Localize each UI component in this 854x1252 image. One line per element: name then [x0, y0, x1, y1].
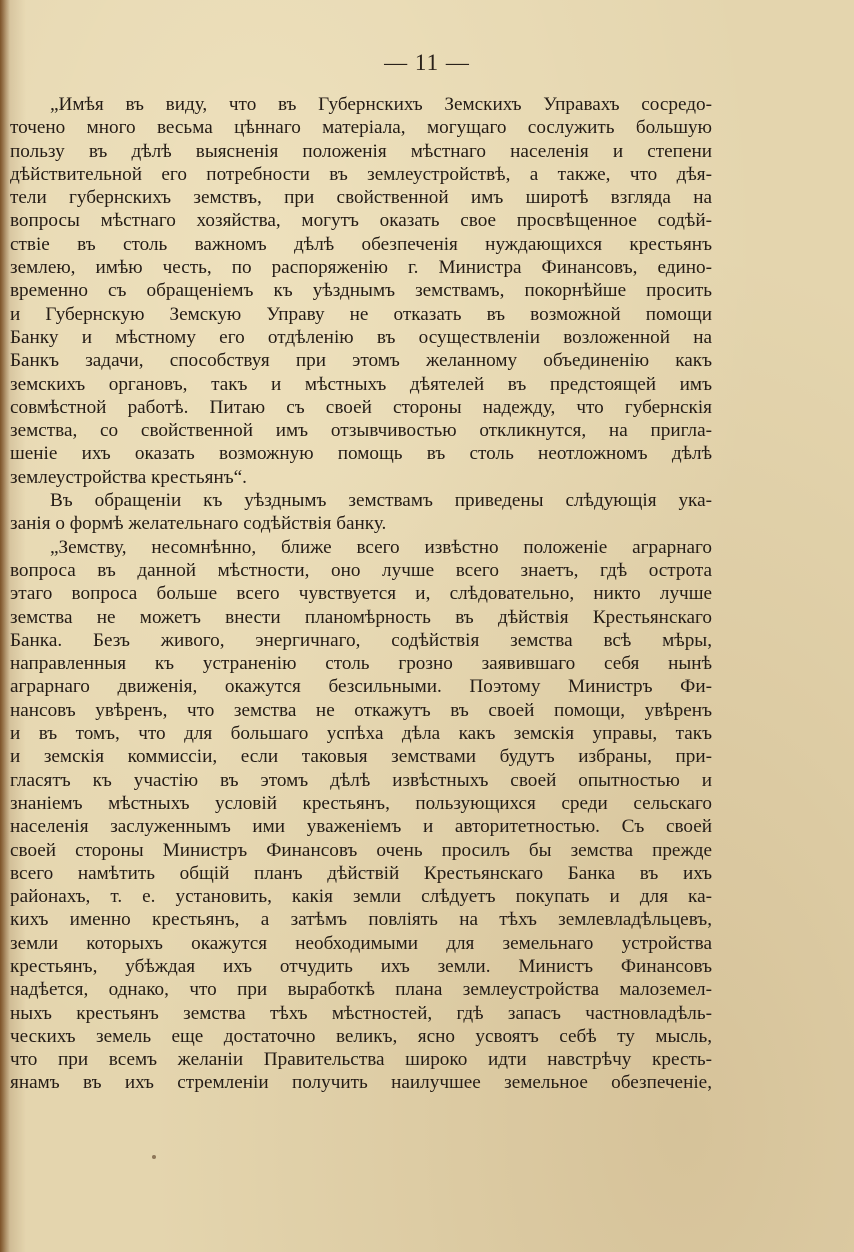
text-line: янамъ въ ихъ стремленіи получить наилучшее земельное обезпеченіе,	[10, 1072, 712, 1094]
text-line: гласятъ къ участію въ этомъ дѣлѣ извѣстныхъ своей опытностью и	[10, 769, 712, 791]
text-line: шеніе ихъ оказать возможную помощь въ столь неотложномъ дѣлѣ	[10, 443, 712, 465]
text-line: занія о формѣ желательнаго содѣйствія банку.	[10, 513, 387, 535]
text-line: совмѣстной работѣ. Питаю съ своей стороны надежду, что губернскія	[10, 396, 712, 418]
text-line: „Имѣя въ виду, что въ Губернскихъ Земскихъ Управахъ сосредо-	[50, 94, 712, 115]
text-line: Банкъ задачи, способствуя при этомъ желанному объединенію какъ	[10, 350, 712, 372]
text-line: ствіе въ столь важномъ дѣлѣ обезпеченія нуждающихся крестьянъ	[10, 233, 712, 255]
text-line: аграрнаго движенія, окажутся безсильными. Поэтому Министръ Фи-	[10, 676, 712, 698]
text-line: ныхъ крестьянъ земства тѣхъ мѣстностей, гдѣ запасъ частновладѣль-	[10, 1002, 712, 1024]
text-line: всего намѣтить общій планъ дѣйствій Крестьянскаго Банка въ ихъ	[10, 862, 712, 884]
text-line: Банка. Безъ живого, энергичнаго, содѣйствія земства всѣ мѣры,	[10, 629, 712, 651]
text-line: крестьянъ, убѣждая ихъ отчудить ихъ земли. Министъ Финансовъ	[10, 955, 712, 977]
text-line: земскихъ органовъ, такъ и мѣстныхъ дѣятелей въ предстоящей имъ	[10, 373, 712, 395]
text-line: нансовъ увѣренъ, что земства не откажутъ въ своей помощи, увѣренъ	[10, 699, 712, 721]
text-line: земства, со свойственной имъ отзывчивостью откликнутся, на пригла-	[10, 420, 712, 442]
text-line: и Губернскую Земскую Управу не отказать въ возможной помощи	[10, 303, 712, 325]
text-line: кихъ именно крестьянъ, а затѣмъ повліять на тѣхъ землевладѣльцевъ,	[10, 909, 712, 931]
text-line: Въ обращеніи къ уѣзднымъ земствамъ приведены слѣдующія ука-	[50, 490, 712, 512]
text-line: тели губернскихъ земствъ, при свойственной имъ широтѣ взгляда на	[10, 187, 712, 209]
text-line: направленныя къ устраненію столь грозно заявившаго себя нынѣ	[10, 653, 712, 675]
text-line: временно съ обращеніемъ къ уѣзднымъ земствамъ, покорнѣйше просить	[10, 280, 712, 302]
text-line: земли которыхъ окажутся необходимыми для земельнаго устройства	[10, 932, 712, 954]
text-line: дѣйствительной его потребности въ землеустройствѣ, а также, что дѣя-	[10, 163, 712, 185]
text-line: и земскія коммиссіи, если таковыя земствами будутъ избраны, при-	[10, 746, 712, 768]
text-line: знаніемъ мѣстныхъ условій крестьянъ, пользующихся среди сельскаго	[10, 792, 712, 814]
text-line: Банку и мѣстному его отдѣленію въ осуществленіи возложенной на	[10, 326, 712, 348]
text-line: надѣется, однако, что при выработкѣ плана землеустройства малоземел-	[10, 979, 712, 1001]
text-line: что при всемъ желаніи Правительства широко идти навстрѣчу кресть-	[10, 1049, 712, 1071]
text-line: землею, имѣю честь, по распоряженію г. Министра Финансовъ, едино-	[10, 257, 712, 279]
text-line: пользу въ дѣлѣ выясненія положенія мѣстнаго населенія и степени	[10, 140, 712, 162]
text-line: своей стороны Министръ Финансовъ очень просилъ бы земства прежде	[10, 839, 712, 861]
page-binding-shadow	[0, 0, 10, 1252]
text-line: вопроса въ данной мѣстности, оно лучше всего знаетъ, гдѣ острота	[10, 559, 712, 581]
text-line: земства не можетъ внести планомѣрность въ дѣйствія Крестьянскаго	[10, 606, 712, 628]
text-line: ческихъ земель еще достаточно великъ, ясно усвоятъ себѣ ту мысль,	[10, 1025, 712, 1047]
text-line: районахъ, т. е. установить, какія земли слѣдуетъ покупать и для ка-	[10, 886, 712, 908]
text-line: вопросы мѣстнаго хозяйства, могутъ оказать свое просвѣщенное содѣй-	[10, 210, 712, 232]
text-line: этаго вопроса больше всего чувствуется и, слѣдовательно, никто лучше	[10, 583, 712, 605]
text-line: населенія заслуженнымъ ими уваженіемъ и авторитетностью. Съ своей	[10, 816, 712, 838]
body-text	[10, 93, 712, 1095]
paper-speck	[152, 1155, 156, 1159]
text-line: точено много весьма цѣннаго матеріала, могущаго сослужить большую	[10, 117, 712, 139]
page-number: — 11 —	[384, 50, 470, 75]
text-line: „Земству, несомнѣнно, ближе всего извѣстно положеніе аграрнаго	[50, 536, 712, 558]
text-line: и въ томъ, что для большаго успѣха дѣла какъ земскія управы, такъ	[10, 723, 712, 745]
text-line: землеустройства крестьянъ“.	[10, 466, 247, 488]
